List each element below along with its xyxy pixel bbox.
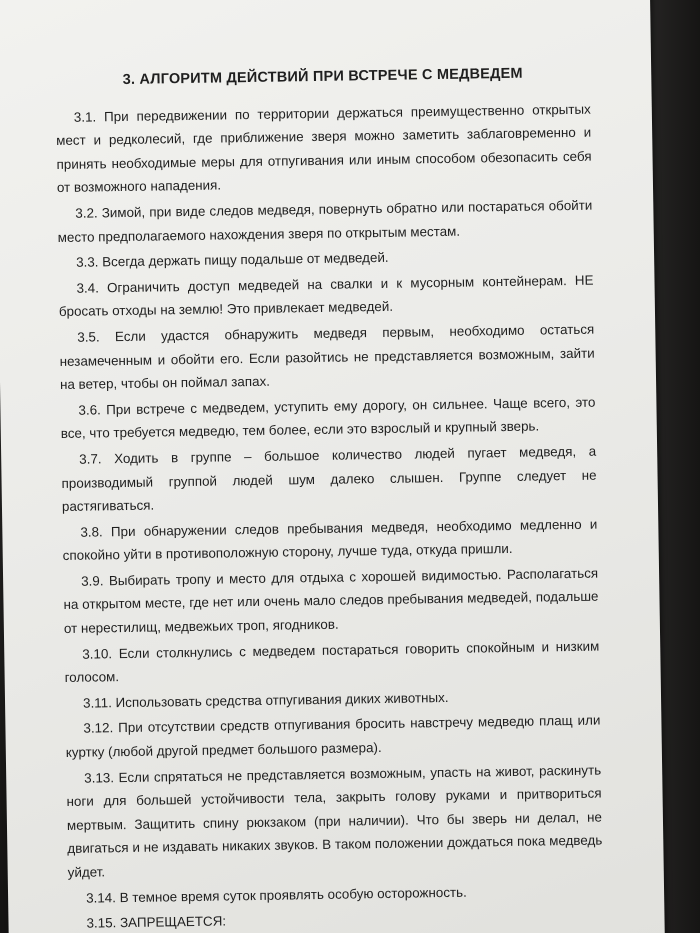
paragraph-3-9: 3.9. Выбирать тропу и место для отдыха с хорошей видимостью. Располагаться на открытом месте, где нет или очень мало следов пребывания медведей, подальше от нерестилищ, медвежьих троп, ягодников. <box>63 565 599 637</box>
paragraph-3-11: 3.11. Использовать средства отпугивания диких животных. <box>82 689 449 711</box>
paragraph-3-13: 3.13. Если спрятаться не представляется возможным, упасть на живот, раскинуть ноги для большей устойчивости тела, закрыть голову руками и притвориться мертвым. Защитить спину рюкзаком (при наличии). Что бы зверь ни делал, не двигаться и не издавать никаких звуков. В таком положении дождаться пока медведь уйдет. <box>66 762 603 880</box>
paragraph-3-7: 3.7. Ходить в группе – большое количество людей пугает медведя, а производимый группой людей шум далеко слышен. Группе следует не растягиваться. <box>61 443 597 515</box>
paragraph-3-14: 3.14. В темное время суток проявлять особую осторожность. <box>85 884 467 906</box>
paragraph-3-1: 3.1. При передвижении по территории держаться преимущественно открытых мест и редколесий, где приближение зверя можно заметить заблаговременно и принять необходимые меры для отпугивания или иным способом обезопасить себя от возможного нападения. <box>56 101 592 196</box>
paragraph-3-2: 3.2. Зимой, при виде следов медведя, повернуть обратно или постараться обойти место предполагаемого нахождения зверя по открытым местам. <box>57 197 593 245</box>
paragraph-3-15: 3.15. ЗАПРЕЩАЕТСЯ: <box>86 913 227 931</box>
paragraph-3-4: 3.4. Ограничить доступ медведей на свалки и к мусорным контейнерам. НЕ бросать отходы на землю! Это привлекает медведей. <box>58 272 594 320</box>
paragraph-3-5: 3.5. Если удастся обнаружить медведя первым, необходимо остаться незамеченным и обойти его. Если разойтись не представляется возможным, зайти на ветер, чтобы он поймал запах. <box>59 321 595 393</box>
paragraph-3-3: 3.3. Всегда держать пищу подальше от медведей. <box>76 249 389 270</box>
paragraph-3-12: 3.12. При отсутствии средств отпугивания бросить навстречу медведю плащ или куртку (любой другой предмет большого размера). <box>65 713 601 760</box>
document-body <box>55 47 604 933</box>
paragraph-3-10: 3.10. Если столкнулись с медведем постараться говорить спокойным и низким голосом. <box>64 638 600 686</box>
paragraph-3-6: 3.6. При встрече с медведем, уступить ему дорогу, он сильнее. Чаще всего, это все, что требуется медведю, тем более, если это взрослый и крупный зверь. <box>60 394 596 442</box>
section-title: 3. АЛГОРИТМ ДЕЙСТВИЙ ПРИ ВСТРЕЧЕ С МЕДВЕДЕМ <box>122 65 523 88</box>
paragraph-3-8: 3.8. При обнаружении следов пребывания медведя, необходимо медленно и спокойно уйти в противоположную сторону, лучше туда, откуда пришли. <box>62 516 598 564</box>
